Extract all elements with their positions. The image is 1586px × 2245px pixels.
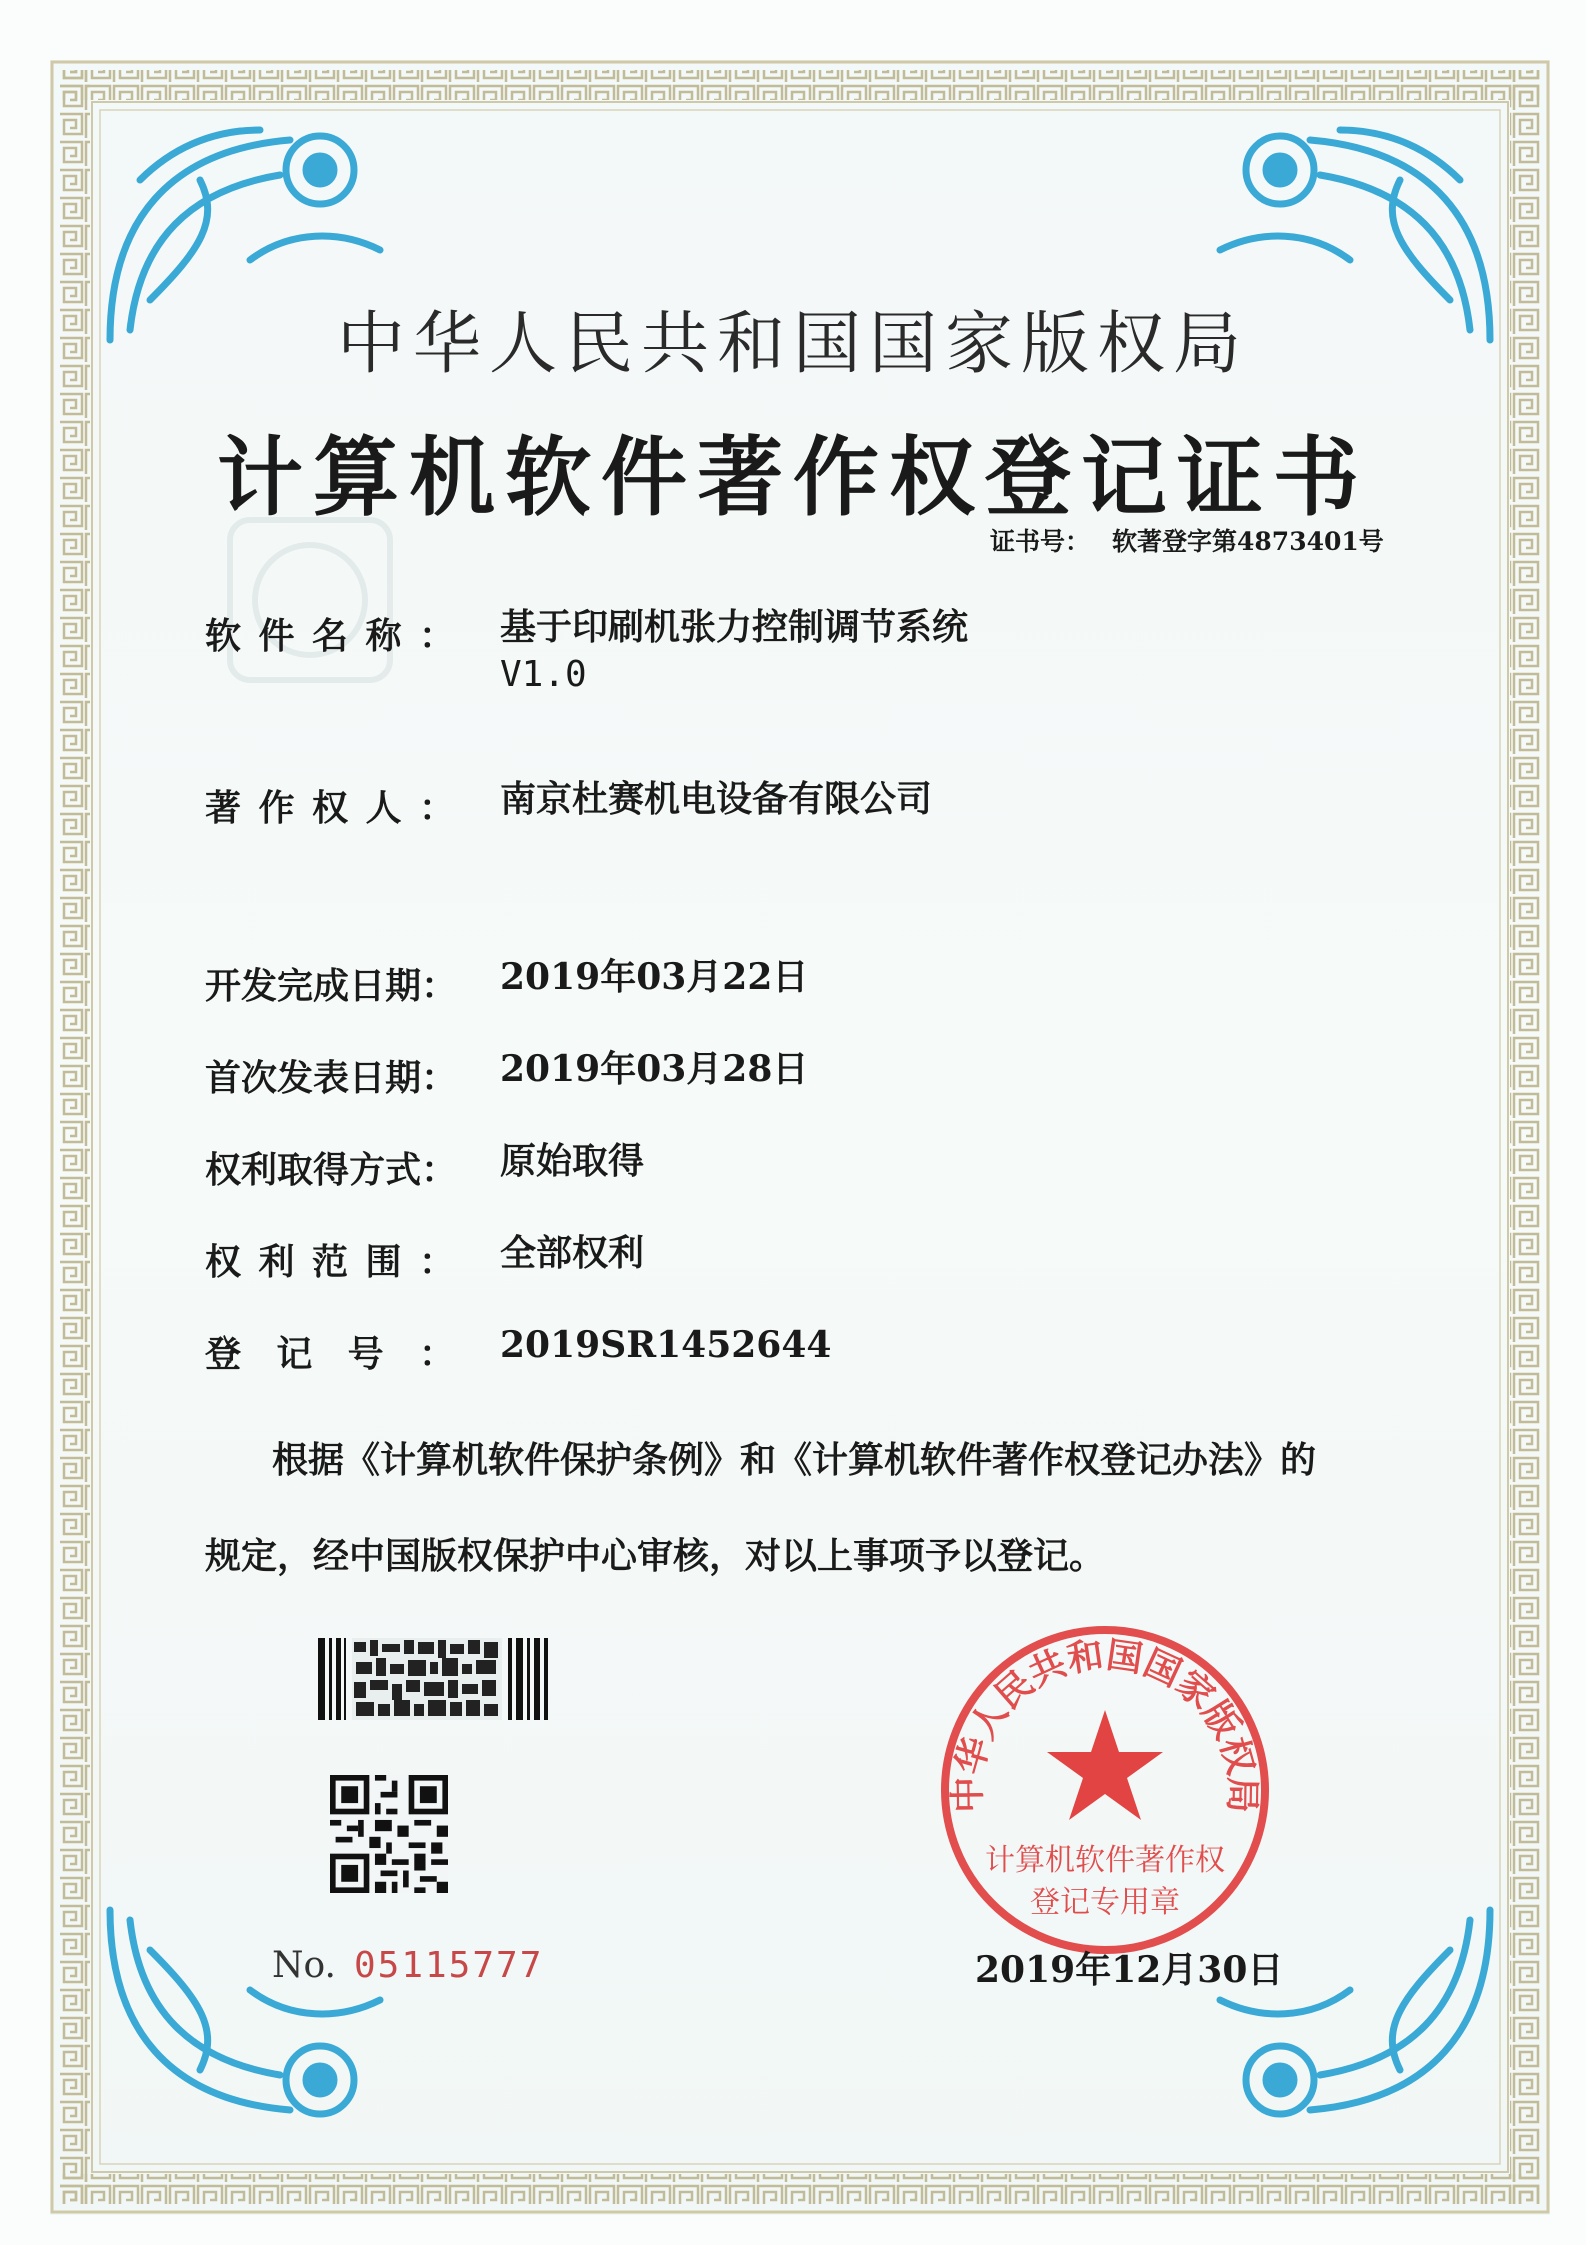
issuing-authority: 中华人民共和国国家版权局 [336, 305, 1249, 384]
serial-number [272, 1945, 543, 1986]
software-name-line1: 基于印刷机张力控制调节系统 [500, 606, 969, 648]
serial-number-value: 05115777 [353, 1945, 544, 1986]
barcode [318, 1638, 550, 1720]
pub-date-value: 2019年03月28日 [500, 1048, 809, 1090]
issue-date: 2019年12月30日 [975, 1949, 1284, 1991]
serial-number-label: No. [272, 1945, 336, 1986]
registration-number-value: 2019SR1452644 [500, 1324, 832, 1366]
software-name-label: 软 件 名 称 ： [205, 615, 455, 657]
certificate-number-value: 软著登字第4873401号 [1112, 527, 1384, 556]
certificate-title: 计算机软件著作权登记证书 [217, 427, 1369, 528]
software-name-version: V1.0 [500, 654, 587, 695]
statement-line-1: 根据《计算机软件保护条例》和《计算机软件著作权登记办法》的 [272, 1439, 1317, 1481]
qr-code [330, 1775, 448, 1893]
certificate-number [990, 522, 1384, 558]
rights-scope-label: 权 利 范 围 ： [205, 1241, 455, 1283]
seal-inner-line-1: 计算机软件著作权 [985, 1843, 1225, 1878]
acquire-method-value: 原始取得 [500, 1140, 645, 1182]
seal-inner-line-2: 登记专用章 [1030, 1885, 1180, 1920]
acquire-method-label: 权 利 取 得 方 式 ： [205, 1149, 458, 1191]
registration-number-label: 登 记 号 ： [205, 1333, 455, 1375]
owner-label: 著 作 权 人 ： [205, 787, 455, 829]
owner-value: 南京杜赛机电设备有限公司 [500, 778, 933, 820]
statement-line-2: 规定，经中国版权保护中心审核，对以上事项予以登记。 [205, 1535, 1106, 1577]
certificate-number-label: 证书号： [990, 527, 1091, 556]
dev-date-label: 开 发 完 成 日 期 ： [205, 965, 458, 1007]
rights-scope-value: 全部权利 [500, 1232, 645, 1274]
pub-date-label: 首 次 发 表 日 期 ： [205, 1057, 458, 1099]
corner-ornament-bottom-left [110, 1910, 380, 2114]
dev-date-value: 2019年03月22日 [500, 956, 809, 998]
official-seal [935, 1620, 1275, 1960]
seal-star-icon [1047, 1710, 1163, 1820]
seal-outer-text: 中华人民共和国国家版权局 [946, 1633, 1264, 1814]
